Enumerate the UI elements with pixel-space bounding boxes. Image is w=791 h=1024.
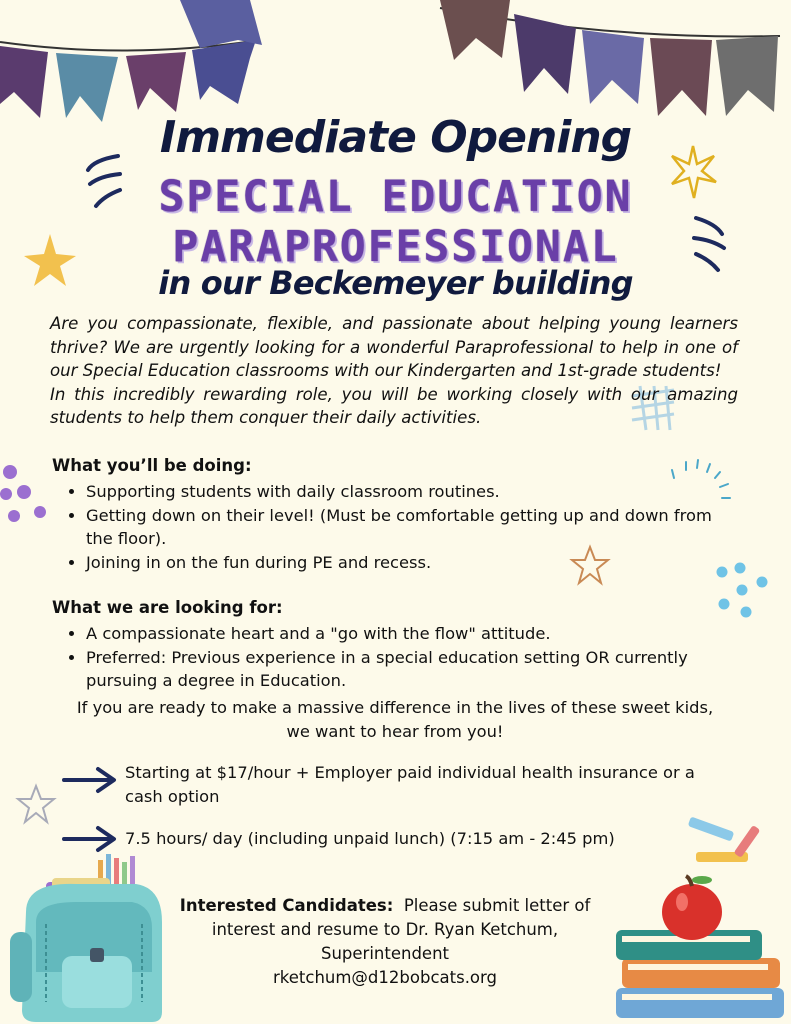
headline-immediate-opening: Immediate Opening	[159, 112, 632, 163]
bunting-right-decoration	[440, 0, 791, 130]
backpack-illustration	[6, 852, 176, 1024]
list-item: • A compassionate heart and a "go with the flow" attitude.	[86, 622, 736, 646]
list-item: • Joining in on the fun during PE and recess.	[86, 551, 736, 575]
bunting-left-decoration	[0, 0, 270, 130]
job-title-line-1: SPECIAL EDUCATION	[158, 172, 633, 222]
doing-heading: What you’ll be doing:	[52, 456, 252, 475]
contact-block	[170, 894, 600, 990]
job-title-line-2: PARAPROFESSIONAL	[172, 222, 619, 272]
intro-paragraph	[50, 312, 738, 430]
contact-email[interactable]: rketchum@d12bobcats.org	[273, 968, 497, 987]
doing-list	[64, 480, 736, 574]
headline-job-title	[0, 172, 791, 272]
looking-list	[64, 622, 736, 693]
books-apple-illustration	[608, 876, 788, 1024]
list-item: • Supporting students with daily classroom routines.	[86, 480, 736, 504]
list-item: • Getting down on their level! (Must be comfortable getting up and down from the floor).	[86, 504, 736, 551]
closing-message	[40, 696, 750, 743]
perk-hours: 7.5 hours/ day (including unpaid lunch) (7:15 am - 2:45 pm)	[125, 829, 615, 848]
purple-dots-decoration	[0, 462, 52, 524]
contact-text: Please submit letter of interest and resume to Dr. Ryan Ketchum, Superintendent	[211, 896, 591, 963]
closing-line-2: we want to hear from you!	[286, 721, 504, 741]
intro-text-2: In this incredibly rewarding role, you will be working closely with our amazing students to help them conquer their daily activities.	[50, 384, 738, 427]
perk-pay: Starting at $17/hour + Employer paid individual health insurance or a cash option	[125, 763, 695, 806]
closing-line-1: If you are ready to make a massive difference in the lives of these sweet kids,	[76, 698, 714, 717]
contact-label: Interested Candidates:	[179, 896, 394, 915]
list-item: • Preferred: Previous experience in a special education setting OR currently pursuing a degree in Education.	[86, 646, 736, 693]
outline-star-gray-icon	[16, 784, 56, 824]
arrow-right-icon	[62, 766, 118, 794]
arrow-right-icon	[62, 825, 118, 853]
crayons-illustration	[686, 816, 766, 878]
looking-heading: What we are looking for:	[52, 598, 283, 617]
intro-text-1: Are you compassionate, flexible, and passionate about helping young learners thrive? We are urgently looking for a wonderful Paraprofessional to help in one of our Special Education classrooms with our Kindergarten and 1st-grade students!	[50, 314, 738, 380]
headline-location: in our Beckemeyer building	[158, 264, 633, 302]
